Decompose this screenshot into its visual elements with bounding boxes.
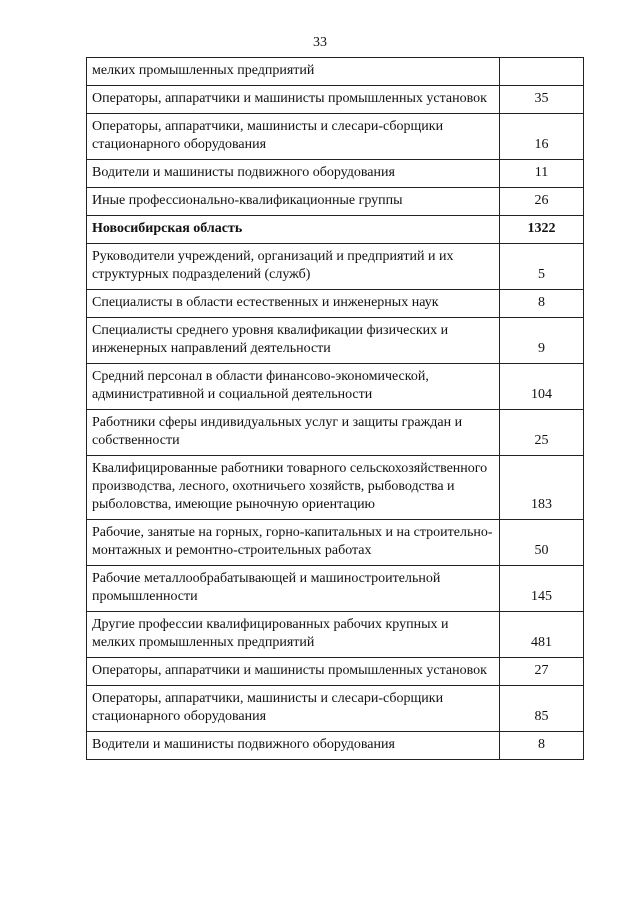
row-label: Другие профессии квалифицированных рабочих крупных и мелких промышленных предприятий — [87, 612, 500, 658]
row-label: Руководители учреждений, организаций и предприятий и их структурных подразделений (служб) — [87, 244, 500, 290]
row-value: 183 — [500, 456, 584, 520]
row-label: мелких промышленных предприятий — [87, 58, 500, 86]
row-value: 26 — [500, 188, 584, 216]
row-label: Новосибирская область — [87, 216, 500, 244]
row-value: 8 — [500, 732, 584, 760]
row-label: Рабочие, занятые на горных, горно-капитальных и на строительно-монтажных и ремонтно-строительных работах — [87, 520, 500, 566]
row-value: 5 — [500, 244, 584, 290]
row-label: Специалисты среднего уровня квалификации физических и инженерных направлений деятельности — [87, 318, 500, 364]
row-value: 50 — [500, 520, 584, 566]
table-row — [87, 86, 584, 114]
row-label: Водители и машинисты подвижного оборудования — [87, 160, 500, 188]
table-row — [87, 58, 584, 86]
row-label: Работники сферы индивидуальных услуг и защиты граждан и собственности — [87, 410, 500, 456]
table-row — [87, 410, 584, 456]
table-row — [87, 612, 584, 658]
table-body — [87, 58, 584, 760]
row-value: 85 — [500, 686, 584, 732]
row-label: Операторы, аппаратчики и машинисты промышленных установок — [87, 658, 500, 686]
row-label: Иные профессионально-квалификационные группы — [87, 188, 500, 216]
occupation-table — [86, 57, 584, 760]
table-row — [87, 658, 584, 686]
table-row — [87, 566, 584, 612]
row-value — [500, 58, 584, 86]
table-row — [87, 244, 584, 290]
table-row — [87, 160, 584, 188]
row-value: 27 — [500, 658, 584, 686]
page-number: 33 — [313, 35, 327, 50]
table-row — [87, 732, 584, 760]
row-value: 1322 — [500, 216, 584, 244]
table-row — [87, 290, 584, 318]
row-label: Средний персонал в области финансово-экономической, административной и социальной деятельности — [87, 364, 500, 410]
row-label: Операторы, аппаратчики и машинисты промышленных установок — [87, 86, 500, 114]
row-label: Операторы, аппаратчики, машинисты и слесари-сборщики стационарного оборудования — [87, 114, 500, 160]
table-row — [87, 114, 584, 160]
table-row — [87, 216, 584, 244]
table-row — [87, 456, 584, 520]
table-row — [87, 188, 584, 216]
row-value: 8 — [500, 290, 584, 318]
row-label: Специалисты в области естественных и инженерных наук — [87, 290, 500, 318]
row-value: 104 — [500, 364, 584, 410]
row-value: 25 — [500, 410, 584, 456]
row-label: Квалифицированные работники товарного сельскохозяйственного производства, лесного, охотничьего хозяйств, рыбоводства и рыболовства, имеющие рыночную ориентацию — [87, 456, 500, 520]
row-value: 35 — [500, 86, 584, 114]
row-value: 9 — [500, 318, 584, 364]
row-label: Рабочие металлообрабатывающей и машиностроительной промышленности — [87, 566, 500, 612]
table-row — [87, 686, 584, 732]
row-value: 11 — [500, 160, 584, 188]
table-row — [87, 520, 584, 566]
row-value: 145 — [500, 566, 584, 612]
row-label: Водители и машинисты подвижного оборудования — [87, 732, 500, 760]
table-row — [87, 318, 584, 364]
row-value: 481 — [500, 612, 584, 658]
row-value: 16 — [500, 114, 584, 160]
row-label: Операторы, аппаратчики, машинисты и слесари-сборщики стационарного оборудования — [87, 686, 500, 732]
table-row — [87, 364, 584, 410]
